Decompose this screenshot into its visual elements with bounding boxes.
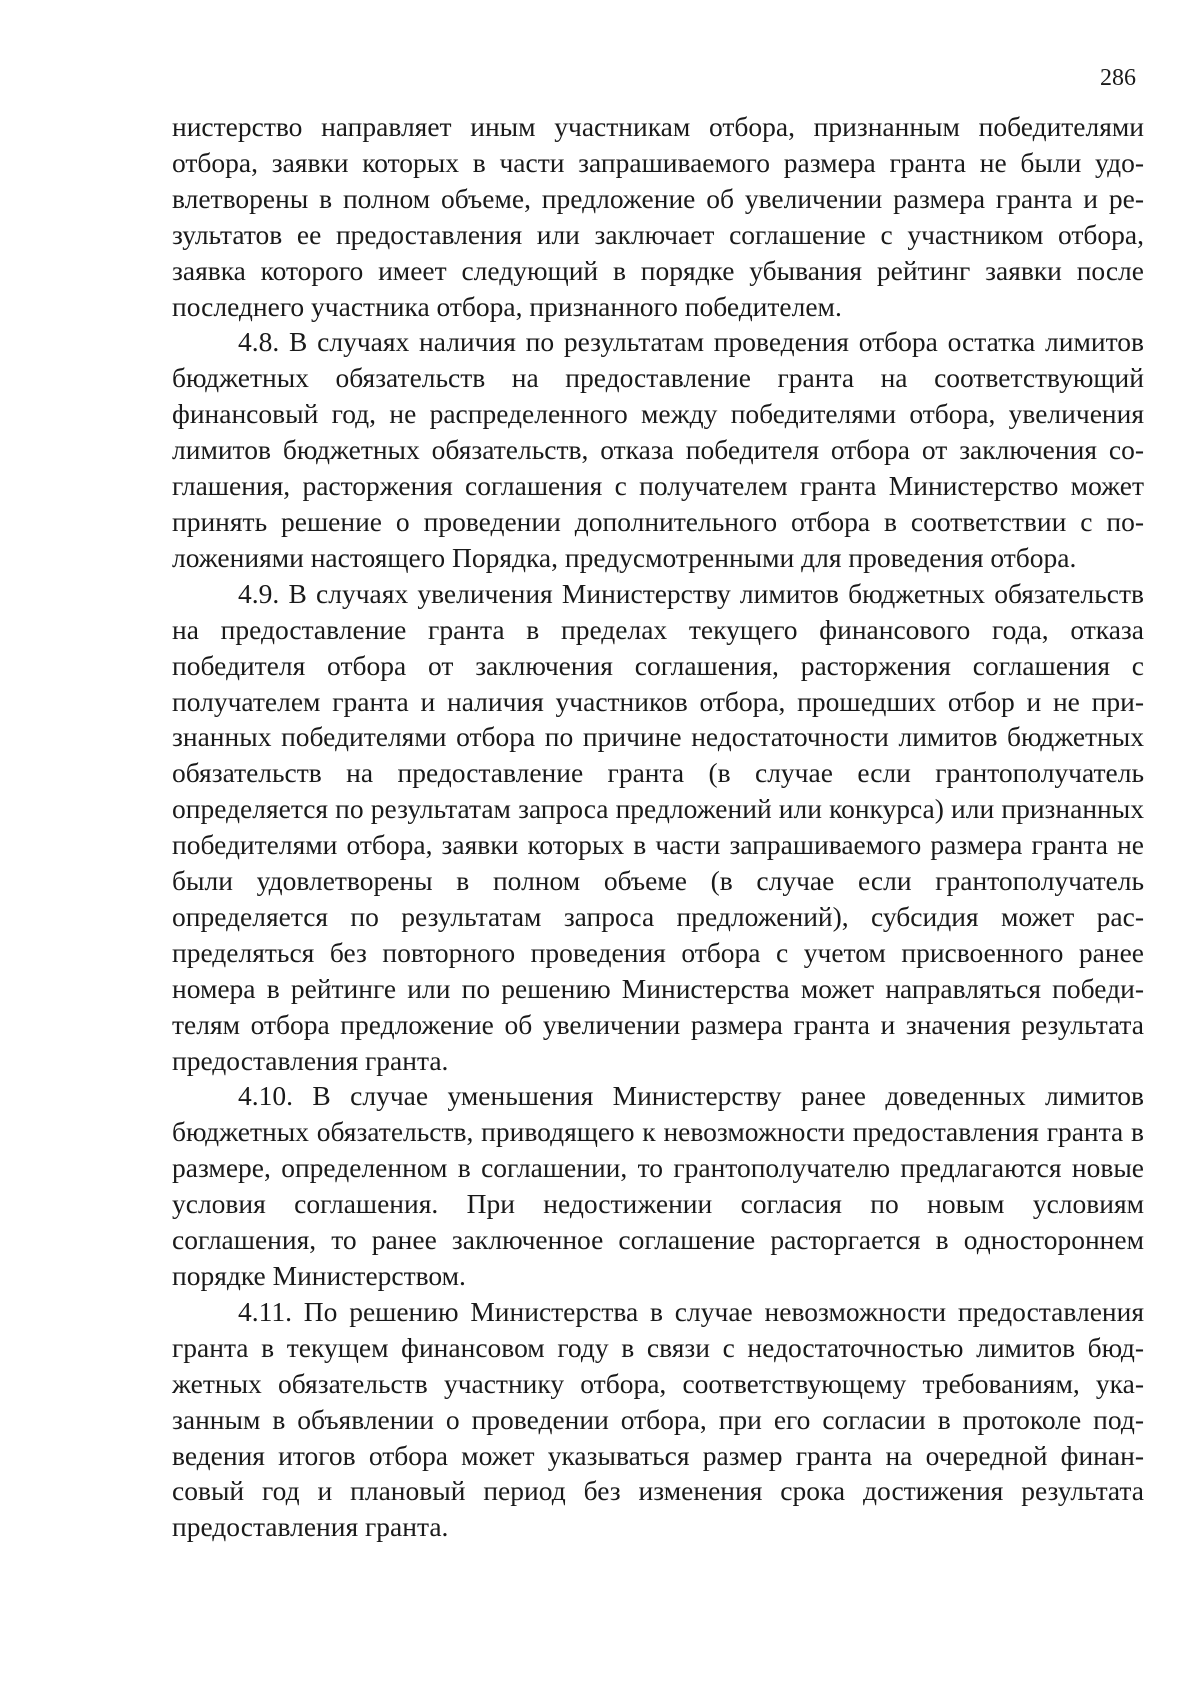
paragraph-4-8: 4.8. В случаях наличия по результатам проведения отбора остатка лимитов бюджетных обязательств на предоставление гранта на соответствующий финансовый год, не распределенного между победителями отбора, увеличения лимитов бюджетных обязательств, отказа победителя отбора от заключения соглашения, расторжения соглашения с получателем гранта Министерство может принять решение о проведении дополнительного отбора в соответствии с положениями настоящего Порядка, предусмотренными для проведения отбора.	[172, 326, 1144, 573]
document-body	[172, 109, 1144, 1545]
page-number: 286	[1100, 65, 1136, 91]
paragraph-4-10: 4.10. В случае уменьшения Министерству ранее доведенных лимитов бюджетных обязательств, приводящего к невозможности предоставления гранта в размере, определенном в соглашении, то грантополучателю предлагаются новые условия соглашения. При недостижении согласия по новым условиям соглашения, то ранее заключенное соглашение расторгается в одностороннем порядке Министерством.	[172, 1080, 1144, 1291]
paragraph-4-11: 4.11. По решению Министерства в случае невозможности предоставления гранта в текущем финансовом году в связи с недостаточностью лимитов бюджетных обязательств участнику отбора, соответствующему требованиям, указанным в объявлении о проведении отбора, при его согласии в протоколе подведения итогов отбора может указываться размер гранта на очередной финансовый год и плановый период без изменения срока достижения результата предоставления гранта.	[172, 1295, 1144, 1543]
paragraph-4-9: 4.9. В случаях увеличения Министерству лимитов бюджетных обязательств на предоставление гранта в пределах текущего финансового года, отказа победителя отбора от заключения соглашения, расторжения соглашения с получателем гранта и наличия участников отбора, прошедших отбор и не признанных победителями отбора по причине недостаточности лимитов бюджетных обязательств на предоставление гранта (в случае если грантополучатель определяется по результатам запроса предложений или конкурса) или признанных победителями отбора, заявки которых в части запрашиваемого размера гранта не были удовлетворены в полном объеме (в случае если грантополучатель определяется по результатам запроса предложений), субсидия может распределяться без повторного проведения отбора с учетом присвоенного ранее номера в рейтинге или по решению Министерства может направляться победителям отбора предложение об увеличении размера гранта и значения результата предоставления гранта.	[172, 577, 1144, 1076]
paragraph-continuation: нистерство направляет иным участникам отбора, признанным победителями отбора, заявки которых в части запрашиваемого размера гранта не были удовлетворены в полном объеме, предложение об увеличении размера гранта и результатов ее предоставления или заключает соглашение с участником отбора, заявка которого имеет следующий в порядке убывания рейтинг заявки после последнего участника отбора, признанного победителем.	[172, 111, 1144, 322]
